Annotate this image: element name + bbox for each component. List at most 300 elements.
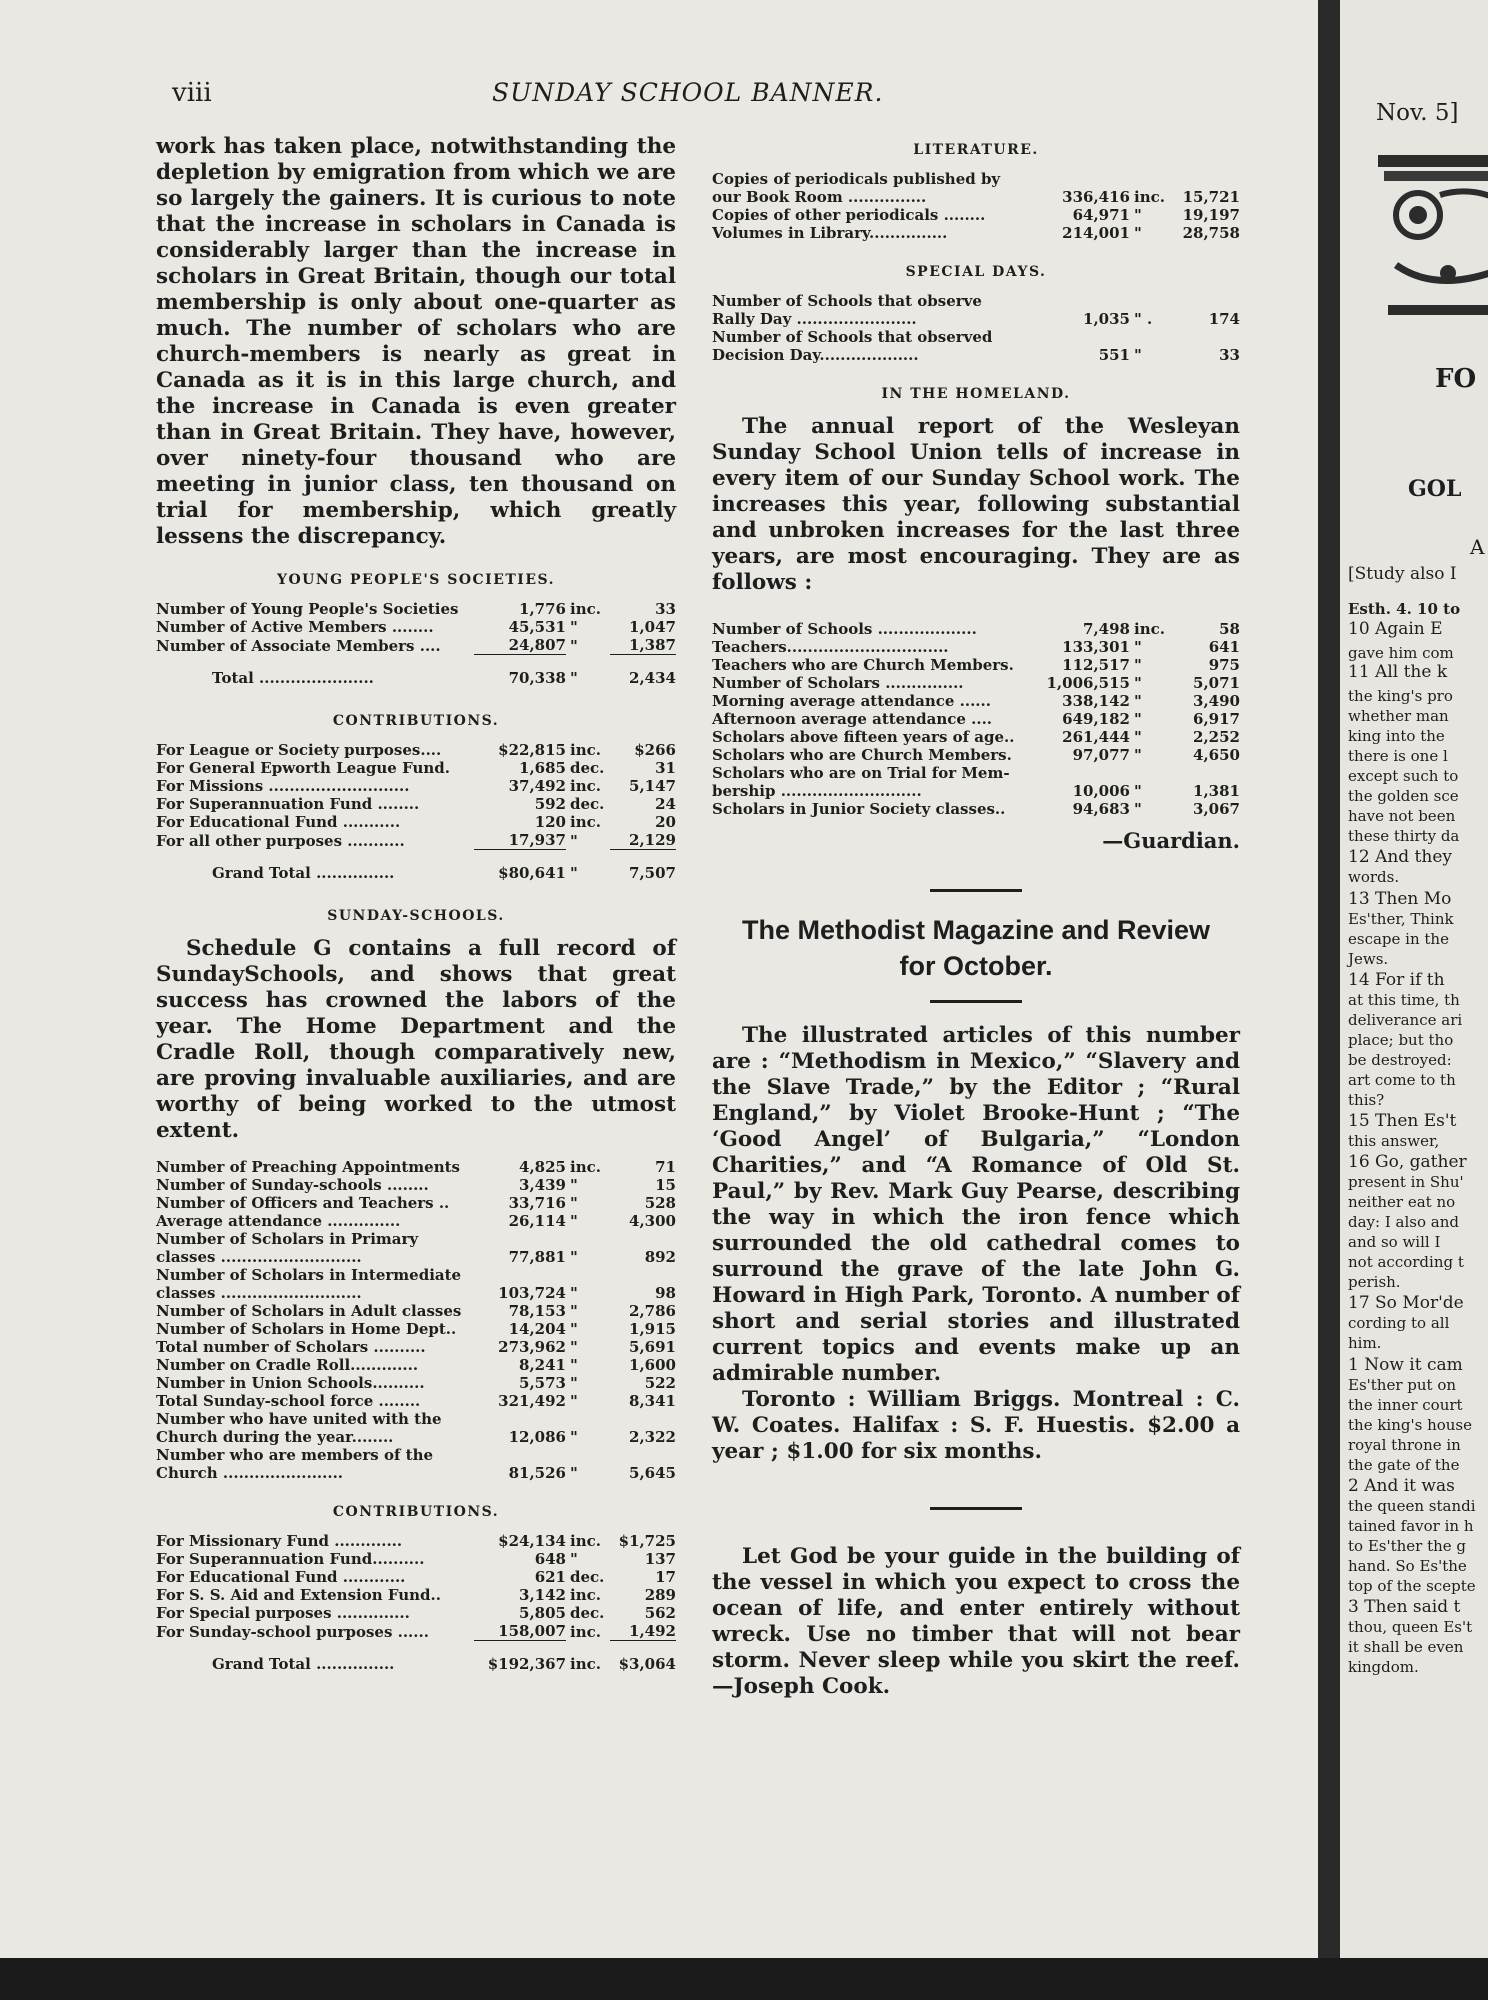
row-value: 336,416 (1062, 188, 1130, 206)
row-value: 321,492 (498, 1392, 566, 1410)
facing-page-line: 17 So Mor'de (1348, 1293, 1464, 1313)
sunday-schools-title: SUNDAY-SCHOOLS. (327, 908, 505, 924)
row-label: Number of Scholars in Adult classes (156, 1302, 462, 1320)
contributions-title: CONTRIBUTIONS. (332, 713, 500, 729)
row-label-continued: Church during the year........ (156, 1428, 394, 1446)
row-label: Teachers............................... (712, 638, 949, 656)
row-value: 214,001 (1062, 224, 1130, 242)
row-value: 78,153 (508, 1302, 566, 1320)
row-unit: inc. (570, 1532, 601, 1550)
section-divider (930, 1507, 1022, 1510)
row-unit: " (570, 1176, 578, 1194)
row-value: 1,685 (519, 759, 566, 777)
row-change: 24 (655, 795, 676, 813)
row-unit: " (570, 1320, 578, 1338)
right-column (712, 134, 1240, 1700)
row-label: For Superannuation Fund.......... (156, 1550, 425, 1568)
row-change: 975 (1208, 656, 1240, 674)
row-value: 5,573 (519, 1374, 566, 1392)
scan-bottom-edge (0, 1958, 1488, 2000)
facing-page-line: top of the scepte (1348, 1577, 1476, 1595)
row-change: $1,725 (618, 1532, 676, 1550)
row-label: Number of Schools that observe (712, 292, 982, 310)
row-unit: inc. (570, 777, 601, 795)
total-value: $80,641 (498, 864, 566, 882)
row-value: 94,683 (1072, 800, 1130, 818)
row-unit: dec. (570, 759, 605, 777)
table-row (156, 1392, 676, 1410)
table-row (712, 656, 1240, 674)
total-row (156, 850, 676, 886)
row-label: Number who have united with the (156, 1410, 442, 1428)
sunday-school-contributions-table (156, 1532, 676, 1677)
facing-page-line: [Study also I (1348, 564, 1457, 584)
table-row (156, 1374, 676, 1392)
row-change: 528 (644, 1194, 676, 1212)
row-unit: " (1134, 206, 1142, 224)
table-row (156, 636, 676, 655)
row-unit: " (1134, 692, 1142, 710)
row-change: 3,490 (1193, 692, 1240, 710)
total-change: 7,507 (629, 864, 676, 882)
total-change: 2,434 (629, 669, 676, 687)
facing-page-line: hand. So Es'the (1348, 1557, 1467, 1575)
facing-page-line: 11 All the k (1348, 662, 1448, 682)
row-label: For League or Society purposes.... (156, 741, 442, 759)
table-row (712, 224, 1240, 242)
row-unit: " (1134, 746, 1142, 764)
row-value: 5,805 (519, 1604, 566, 1622)
row-unit: " (1134, 656, 1142, 674)
row-unit: " (570, 1464, 578, 1482)
row-unit: inc. (570, 600, 601, 618)
table-row (156, 1302, 676, 1320)
row-change: 33 (655, 600, 676, 618)
row-change: 71 (655, 1158, 676, 1176)
table-row (156, 1212, 676, 1230)
row-label: For Missions ........................... (156, 777, 410, 795)
row-label: For all other purposes ........... (156, 831, 405, 850)
table-row (712, 206, 1240, 224)
row-change: 522 (644, 1374, 676, 1392)
facing-page-line: 16 Go, gather (1348, 1152, 1467, 1172)
row-change: 20 (655, 813, 676, 831)
table-row (156, 1158, 676, 1176)
row-value: 24,807 (508, 636, 566, 654)
literature-table (712, 170, 1240, 242)
facing-page-line: whether man (1348, 707, 1449, 725)
facing-page-line: 13 Then Mo (1348, 889, 1452, 909)
row-unit: " (1134, 224, 1142, 242)
row-value: $22,815 (498, 741, 566, 759)
row-change: 1,387 (629, 636, 676, 654)
row-value: 14,204 (508, 1320, 566, 1338)
left-column (156, 134, 676, 1677)
total-label: Total ...................... (212, 669, 374, 687)
row-value: 551 (1098, 346, 1130, 364)
row-label: Scholars in Junior Society classes.. (712, 800, 1006, 818)
row-label: Number who are members of the (156, 1446, 434, 1464)
row-value: 64,971 (1072, 206, 1130, 224)
row-value: 10,006 (1072, 782, 1130, 800)
young-peoples-table (156, 600, 676, 691)
row-label: Number of Active Members ........ (156, 618, 434, 636)
row-value: 273,962 (498, 1338, 566, 1356)
magazine-heading (712, 912, 1240, 984)
facing-page-line: king into the (1348, 727, 1445, 745)
row-unit: " (570, 1374, 578, 1392)
table-row (712, 674, 1240, 692)
row-unit: " (1134, 674, 1142, 692)
facing-page-line: kingdom. (1348, 1658, 1419, 1676)
row-value: 7,498 (1083, 620, 1130, 638)
facing-page-line: this? (1348, 1091, 1385, 1109)
row-unit: " (570, 1428, 578, 1446)
facing-page-line: it shall be even (1348, 1638, 1464, 1656)
table-row (156, 1550, 676, 1568)
table-row (712, 328, 1240, 346)
row-label: Afternoon average attendance .... (712, 710, 993, 728)
row-change: 31 (655, 759, 676, 777)
row-label: Number of Schools that observed (712, 328, 993, 346)
row-unit: dec. (570, 795, 605, 813)
row-value: 112,517 (1062, 656, 1130, 674)
homeland-attribution: —Guardian. (1102, 828, 1240, 853)
row-change: 4,300 (629, 1212, 676, 1230)
facing-page-line: art come to th (1348, 1071, 1456, 1089)
table-row (712, 782, 1240, 800)
row-value: 621 (534, 1568, 566, 1586)
row-change: 5,645 (629, 1464, 676, 1482)
row-label: For Educational Fund ............ (156, 1568, 406, 1586)
table-row (712, 764, 1240, 782)
table-row (712, 728, 1240, 746)
row-value: 12,086 (508, 1428, 566, 1446)
row-label: For Missionary Fund ............. (156, 1532, 403, 1550)
row-change: 1,915 (629, 1320, 676, 1338)
total-unit: " (570, 669, 578, 687)
row-unit: " (1134, 782, 1142, 800)
facing-page-line: be destroyed: (1348, 1051, 1452, 1069)
facing-page-line: the gate of the (1348, 1456, 1460, 1474)
row-label: Teachers who are Church Members. (712, 656, 1014, 674)
facing-page-line: place; but tho (1348, 1031, 1454, 1049)
table-row (156, 795, 676, 813)
table-row (156, 618, 676, 636)
facing-page-line: 12 And they (1348, 847, 1452, 867)
row-change: 15,721 (1182, 188, 1240, 206)
row-change: 289 (644, 1586, 676, 1604)
row-change: 6,917 (1193, 710, 1240, 728)
facing-page-line: Es'ther put on (1348, 1376, 1457, 1394)
row-change: 137 (644, 1550, 676, 1568)
row-change: 3,067 (1193, 800, 1240, 818)
running-title: SUNDAY SCHOOL BANNER. (492, 78, 884, 107)
table-row (712, 170, 1240, 188)
row-label: Total number of Scholars .......... (156, 1338, 426, 1356)
row-label: Copies of other periodicals ........ (712, 206, 986, 224)
facing-page-line: him. (1348, 1334, 1382, 1352)
row-value: 592 (534, 795, 566, 813)
row-label: For Superannuation Fund ........ (156, 795, 420, 813)
row-label: Number of Scholars in Home Dept.. (156, 1320, 457, 1338)
facing-page-line: at this time, th (1348, 991, 1460, 1009)
facing-page-line: except such to (1348, 767, 1459, 785)
row-value: 1,006,515 (1046, 674, 1130, 692)
row-value: 45,531 (508, 618, 566, 636)
magazine-publisher: Toronto : William Briggs. Montreal : C. W. Coates. Halifax : S. F. Huestis. $2.00 a year ; $1.00 for six months. (712, 1387, 1240, 1464)
facing-page-line: GOL (1408, 476, 1462, 502)
page-number: viii (172, 78, 212, 108)
row-unit: " (570, 831, 578, 850)
row-change: 5,071 (1193, 674, 1240, 692)
facing-page-line: Es'ther, Think (1348, 910, 1454, 928)
facing-page-line: the inner court (1348, 1396, 1463, 1414)
page-header (172, 78, 1222, 118)
row-value: 3,142 (519, 1586, 566, 1604)
row-unit: inc. (570, 1158, 601, 1176)
league-contributions-table (156, 741, 676, 886)
row-label-continued: classes ........................... (156, 1284, 362, 1302)
table-row (156, 759, 676, 777)
table-row (156, 1266, 676, 1284)
row-label: Scholars who are Church Members. (712, 746, 1012, 764)
total-value: $192,367 (487, 1655, 566, 1673)
row-value: 120 (534, 813, 566, 831)
facing-page-line: have not been (1348, 807, 1456, 825)
facing-page-date: Nov. 5] (1376, 100, 1459, 126)
total-unit: inc. (570, 1655, 601, 1673)
row-label: Average attendance .............. (156, 1212, 401, 1230)
row-label: Number on Cradle Roll............. (156, 1356, 419, 1374)
facing-page-line: there is one l (1348, 747, 1448, 765)
row-change: 15 (655, 1176, 676, 1194)
row-change: 5,147 (629, 777, 676, 795)
row-change: 33 (1219, 346, 1240, 364)
row-change: 98 (655, 1284, 676, 1302)
facing-page-line: to Es'ther the g (1348, 1537, 1467, 1555)
row-unit: dec. (570, 1604, 605, 1622)
row-unit: " (570, 1194, 578, 1212)
row-value: 133,301 (1062, 638, 1130, 656)
facing-page-line: this answer, (1348, 1132, 1440, 1150)
total-unit: " (570, 864, 578, 882)
row-value: 3,439 (519, 1176, 566, 1194)
facing-page-line: not according t (1348, 1253, 1464, 1271)
row-value: 8,241 (519, 1356, 566, 1374)
facing-page-line: Esth. 4. 10 to (1348, 600, 1461, 618)
row-unit: " (1134, 638, 1142, 656)
sunday-schools-table (156, 1158, 676, 1482)
facing-page-line: these thirty da (1348, 827, 1460, 845)
row-value: 648 (534, 1550, 566, 1568)
table-row (156, 831, 676, 850)
closing-paragraph: Let God be your guide in the building of the vessel in which you expect to cross the ocean of life, and enter entirely without wreck. Use no timber that will not bear storm. Never sleep while you skirt the reef.—Joseph Cook. (712, 1544, 1240, 1699)
table-row (156, 1446, 676, 1464)
row-change: 1,492 (629, 1622, 676, 1640)
contributions-title: CONTRIBUTIONS. (332, 1504, 500, 1520)
total-row (156, 655, 676, 691)
table-row (156, 1338, 676, 1356)
row-unit: inc. (1134, 620, 1165, 638)
table-row (156, 1428, 676, 1446)
row-unit: " (1134, 346, 1142, 364)
table-row (156, 1320, 676, 1338)
section-divider (930, 889, 1022, 892)
row-unit: inc. (1134, 188, 1165, 206)
facing-page-line: deliverance ari (1348, 1011, 1463, 1029)
row-label: Number of Officers and Teachers .. (156, 1194, 450, 1212)
row-label: For Special purposes .............. (156, 1604, 410, 1622)
table-row (712, 800, 1240, 818)
row-value: 1,035 (1083, 310, 1130, 328)
row-value: $24,134 (498, 1532, 566, 1550)
row-label-continued: classes ........................... (156, 1248, 362, 1266)
young-peoples-title: YOUNG PEOPLE'S SOCIETIES. (276, 572, 556, 588)
table-row (156, 1230, 676, 1248)
row-label: Number of Young People's Societies (156, 600, 459, 618)
row-change: 1,381 (1193, 782, 1240, 800)
row-unit: " (570, 1248, 578, 1266)
row-label: Scholars who are on Trial for Mem- (712, 764, 1010, 782)
table-row (156, 813, 676, 831)
facing-page-line: Jews. (1348, 950, 1389, 968)
facing-page-line: thou, queen Es't (1348, 1618, 1473, 1636)
table-row (712, 292, 1240, 310)
table-row (156, 1568, 676, 1586)
row-change: 8,341 (629, 1392, 676, 1410)
literature-title: LITERATURE. (913, 142, 1039, 158)
row-change: 19,197 (1182, 206, 1240, 224)
table-row (156, 1464, 676, 1482)
row-label: Total Sunday-school force ........ (156, 1392, 421, 1410)
row-label: For Sunday-school purposes ...... (156, 1622, 429, 1641)
row-label: Number in Union Schools.......... (156, 1374, 425, 1392)
table-row (156, 1586, 676, 1604)
row-unit: " (570, 636, 578, 655)
homeland-paragraph: The annual report of the Wesleyan Sunday School Union tells of increase in every item of our Sunday School work. The increases this year, following substantial and unbroken increases for the last three years, are most encouraging. They are as follows : (712, 414, 1240, 595)
page-gutter (1318, 0, 1340, 2000)
row-change: 1,600 (629, 1356, 676, 1374)
facing-page-line: 3 Then said t (1348, 1597, 1461, 1617)
facing-page-line: the queen standi (1348, 1497, 1476, 1515)
row-unit: " (1134, 800, 1142, 818)
total-label: Grand Total ............... (212, 1655, 395, 1673)
table-row (156, 1532, 676, 1550)
table-row (156, 1622, 676, 1641)
row-unit: inc. (570, 1622, 601, 1641)
magazine-title-line2: for October. (899, 951, 1053, 981)
row-label-continued: bership ........................... (712, 782, 922, 800)
facing-page-line: A (1470, 535, 1485, 559)
magazine-title-line1: The Methodist Magazine and Review (741, 915, 1211, 945)
table-row (712, 188, 1240, 206)
table-row (712, 710, 1240, 728)
facing-page-line: 14 For if th (1348, 970, 1445, 990)
table-row (156, 741, 676, 759)
row-value: 81,526 (508, 1464, 566, 1482)
row-value: 261,444 (1062, 728, 1130, 746)
facing-page-line: 2 And it was (1348, 1476, 1455, 1496)
facing-page-line: royal throne in (1348, 1436, 1461, 1454)
row-unit: " (570, 1356, 578, 1374)
row-value: 26,114 (508, 1212, 566, 1230)
facing-page-line: 10 Again E (1348, 619, 1443, 639)
facing-page (1340, 0, 1488, 2000)
facing-page-line: the golden sce (1348, 787, 1459, 805)
table-row (156, 1284, 676, 1302)
table-row (712, 692, 1240, 710)
facing-page-line: FO (1435, 364, 1477, 394)
row-change: 5,691 (629, 1338, 676, 1356)
facing-page-line: and so will I (1348, 1233, 1441, 1251)
row-label: Scholars above fifteen years of age.. (712, 728, 1015, 746)
row-change: $266 (634, 741, 676, 759)
section-divider (930, 1000, 1022, 1003)
table-row (712, 620, 1240, 638)
special-days-table (712, 292, 1240, 364)
row-value: 649,182 (1062, 710, 1130, 728)
row-unit: " (570, 1302, 578, 1320)
schedule-paragraph: Schedule G contains a full record of SundaySchools, and shows that great success has crowned the labors of the year. The Home Department and the Cradle Roll, though comparatively new, are proving invaluable auxiliaries, and are worthy of being worked to the utmost extent. (156, 936, 676, 1143)
row-label-continued: Decision Day................... (712, 346, 919, 364)
row-value: 97,077 (1072, 746, 1130, 764)
facing-page-line: the king's pro (1348, 687, 1453, 705)
row-change: 2,129 (629, 831, 676, 849)
row-unit: dec. (570, 1568, 605, 1586)
row-change: 892 (644, 1248, 676, 1266)
facing-page-line: perish. (1348, 1273, 1401, 1291)
table-row (712, 346, 1240, 364)
facing-page-line: 1 Now it cam (1348, 1355, 1463, 1375)
table-row (712, 638, 1240, 656)
row-value: 37,492 (508, 777, 566, 795)
row-label: Morning average attendance ...... (712, 692, 991, 710)
row-label: Number of Scholars ............... (712, 674, 964, 692)
table-row (156, 1248, 676, 1266)
row-change: 174 (1208, 310, 1240, 328)
homeland-title: IN THE HOMELAND. (881, 386, 1071, 402)
row-unit: " (570, 1212, 578, 1230)
special-days-title: SPECIAL DAYS. (905, 264, 1047, 280)
row-unit: inc. (570, 741, 601, 759)
facing-page-line: day: I also and (1348, 1213, 1459, 1231)
row-label: Number of Schools ................... (712, 620, 977, 638)
row-label-continued: Rally Day ....................... (712, 310, 917, 328)
row-label: Number of Scholars in Intermediate (156, 1266, 462, 1284)
row-change: 562 (644, 1604, 676, 1622)
row-value: 4,825 (519, 1158, 566, 1176)
row-label: Number of Associate Members .... (156, 636, 441, 655)
facing-page-line: gave him com (1348, 644, 1454, 662)
total-change: $3,064 (618, 1655, 676, 1673)
row-change: 4,650 (1193, 746, 1240, 764)
row-label: Number of Preaching Appointments (156, 1158, 460, 1176)
row-unit: " (570, 1338, 578, 1356)
row-label-continued: our Book Room ............... (712, 188, 927, 206)
row-change: 641 (1208, 638, 1240, 656)
row-unit: " (570, 618, 578, 636)
row-change: 1,047 (629, 618, 676, 636)
row-value: 338,142 (1062, 692, 1130, 710)
facing-page-line: 15 Then Es't (1348, 1111, 1457, 1131)
row-change: 2,786 (629, 1302, 676, 1320)
row-change: 2,322 (629, 1428, 676, 1446)
row-label: Volumes in Library............... (712, 224, 948, 242)
row-label: For General Epworth League Fund. (156, 759, 450, 777)
facing-page-line: cording to all (1348, 1314, 1450, 1332)
row-value: 77,881 (508, 1248, 566, 1266)
